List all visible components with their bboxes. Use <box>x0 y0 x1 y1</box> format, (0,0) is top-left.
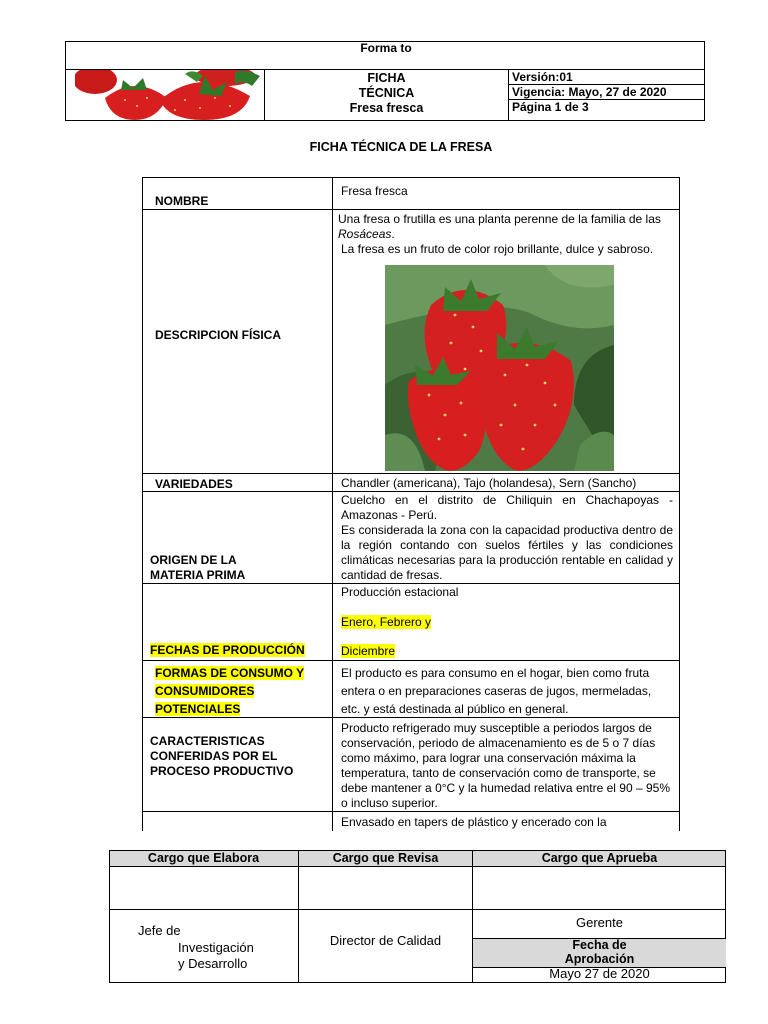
signature-row-divider <box>109 909 726 910</box>
row-divider <box>142 583 680 584</box>
table-column-divider <box>332 177 333 831</box>
header-meta <box>509 70 705 115</box>
nombre-label: NOMBRE <box>155 194 209 208</box>
variedades-value: Chandler (americana), Tajo (holandesa), Sern (Sancho) <box>341 476 637 490</box>
fechas-label <box>150 643 305 658</box>
strawberry-logo-image <box>75 70 264 120</box>
descripcion-value-2: La fresa es un fruto de color rojo brillante, dulce y sabroso. <box>341 242 654 256</box>
origen-value <box>341 493 673 583</box>
descripcion-value <box>338 212 674 242</box>
formas-label-line: FORMAS DE CONSUMO Y <box>155 666 305 680</box>
origen-label <box>150 553 245 583</box>
header-title-line: FICHA <box>367 71 406 85</box>
caracteristicas-label-line: CARACTERISTICAS <box>150 734 265 748</box>
fechas-value-1: Producción estacional <box>341 585 459 599</box>
fechas-value-3 <box>341 644 673 659</box>
vigencia-label: Vigencia: Mayo, 27 de 2020 <box>509 85 705 100</box>
caracteristicas-label-line: CONFERIDAS POR EL <box>150 749 278 763</box>
descripcion-italic: Rosáceas <box>338 227 392 241</box>
variedades-label: VARIEDADES <box>155 477 233 491</box>
formas-label-line: CONSUMIDORES <box>155 684 255 698</box>
descripcion-text: Una fresa o frutilla es una planta perenne de la familia de las <box>338 212 661 226</box>
envasado-value: Envasado en tapers de plástico y encerado con la <box>341 815 607 829</box>
nombre-value: Fresa fresca <box>341 184 408 198</box>
caracteristicas-label <box>150 734 293 779</box>
row-divider <box>142 473 680 474</box>
fechas-label-text: FECHAS DE PRODUCCIÓN <box>150 643 305 657</box>
caracteristicas-label-line: PROCESO PRODUCTIVO <box>150 764 294 778</box>
elabora-line-3: y Desarrollo <box>178 956 248 971</box>
document-title: FICHA TÉCNICA DE LA FRESA <box>309 140 493 154</box>
aprueba-header: Cargo que Aprueba <box>541 851 658 865</box>
elabora-header: Cargo que Elabora <box>147 851 260 865</box>
origen-label-line: ORIGEN DE LA <box>150 553 237 567</box>
aprueba-value: Gerente <box>576 915 623 930</box>
origen-label-line: MATERIA PRIMA <box>150 568 246 582</box>
formas-label <box>155 664 304 718</box>
formas-value: El producto es para consumo en el hogar, bien como fruta entera o en preparaciones caseras de jugos, mermeladas, etc. y está destinada al público en general. <box>341 666 652 716</box>
origen-value-2: Es considerada la zona con la capacidad productiva dentro de la región contando con suelos fértiles y las condiciones climáticas necesarias para la producción rentable en calidad y cantidad de fresas. <box>341 523 673 582</box>
fecha-label-line: Fecha de <box>572 938 627 952</box>
formas-label-line: POTENCIALES <box>155 702 241 716</box>
revisa-header: Cargo que Revisa <box>332 851 439 865</box>
fechas-months-1: Enero, Febrero y <box>341 615 432 629</box>
strawberry-photo <box>385 265 614 471</box>
fechas-months-2: Diciembre <box>341 644 396 658</box>
descripcion-text-end: . <box>391 227 395 241</box>
fecha-aprobacion-value: Mayo 27 de 2020 <box>549 966 650 981</box>
revisa-value: Director de Calidad <box>329 933 442 948</box>
row-divider <box>142 209 680 210</box>
elabora-line-1: Jefe de <box>138 923 181 938</box>
descripcion-label: DESCRIPCION FÍSICA <box>155 328 282 342</box>
fechas-value-2 <box>341 615 673 630</box>
header-title <box>265 71 508 116</box>
row-divider <box>142 811 680 812</box>
row-divider <box>142 660 680 661</box>
signature-divider <box>298 850 299 983</box>
elabora-line-2: Investigación <box>178 940 254 955</box>
header-form-label: Forma to <box>360 41 412 55</box>
version-label: Versión:01 <box>509 70 705 85</box>
caracteristicas-value: Producto refrigerado muy susceptible a periodos largos de conservación, periodo de almacenamiento es de 5 o 7 días como máximo, para lograr una conservación máxima la temperatura, tanto de conservación como de transporte, se debe mantener a 0°C y la humedad relativa entre el 90 – 95% o incluso superior. <box>341 721 671 810</box>
page-label: Página 1 de 3 <box>512 100 589 114</box>
header-title-line: Fresa fresca <box>349 101 424 115</box>
fecha-aprobacion-label <box>473 938 726 966</box>
header-title-line: TÉCNICA <box>358 86 415 100</box>
origen-value-1: Cuelcho en el distrito de Chiliquin en Chachapoyas -Amazonas - Perú. <box>341 493 673 522</box>
fecha-label-line: Aprobación <box>564 952 635 966</box>
